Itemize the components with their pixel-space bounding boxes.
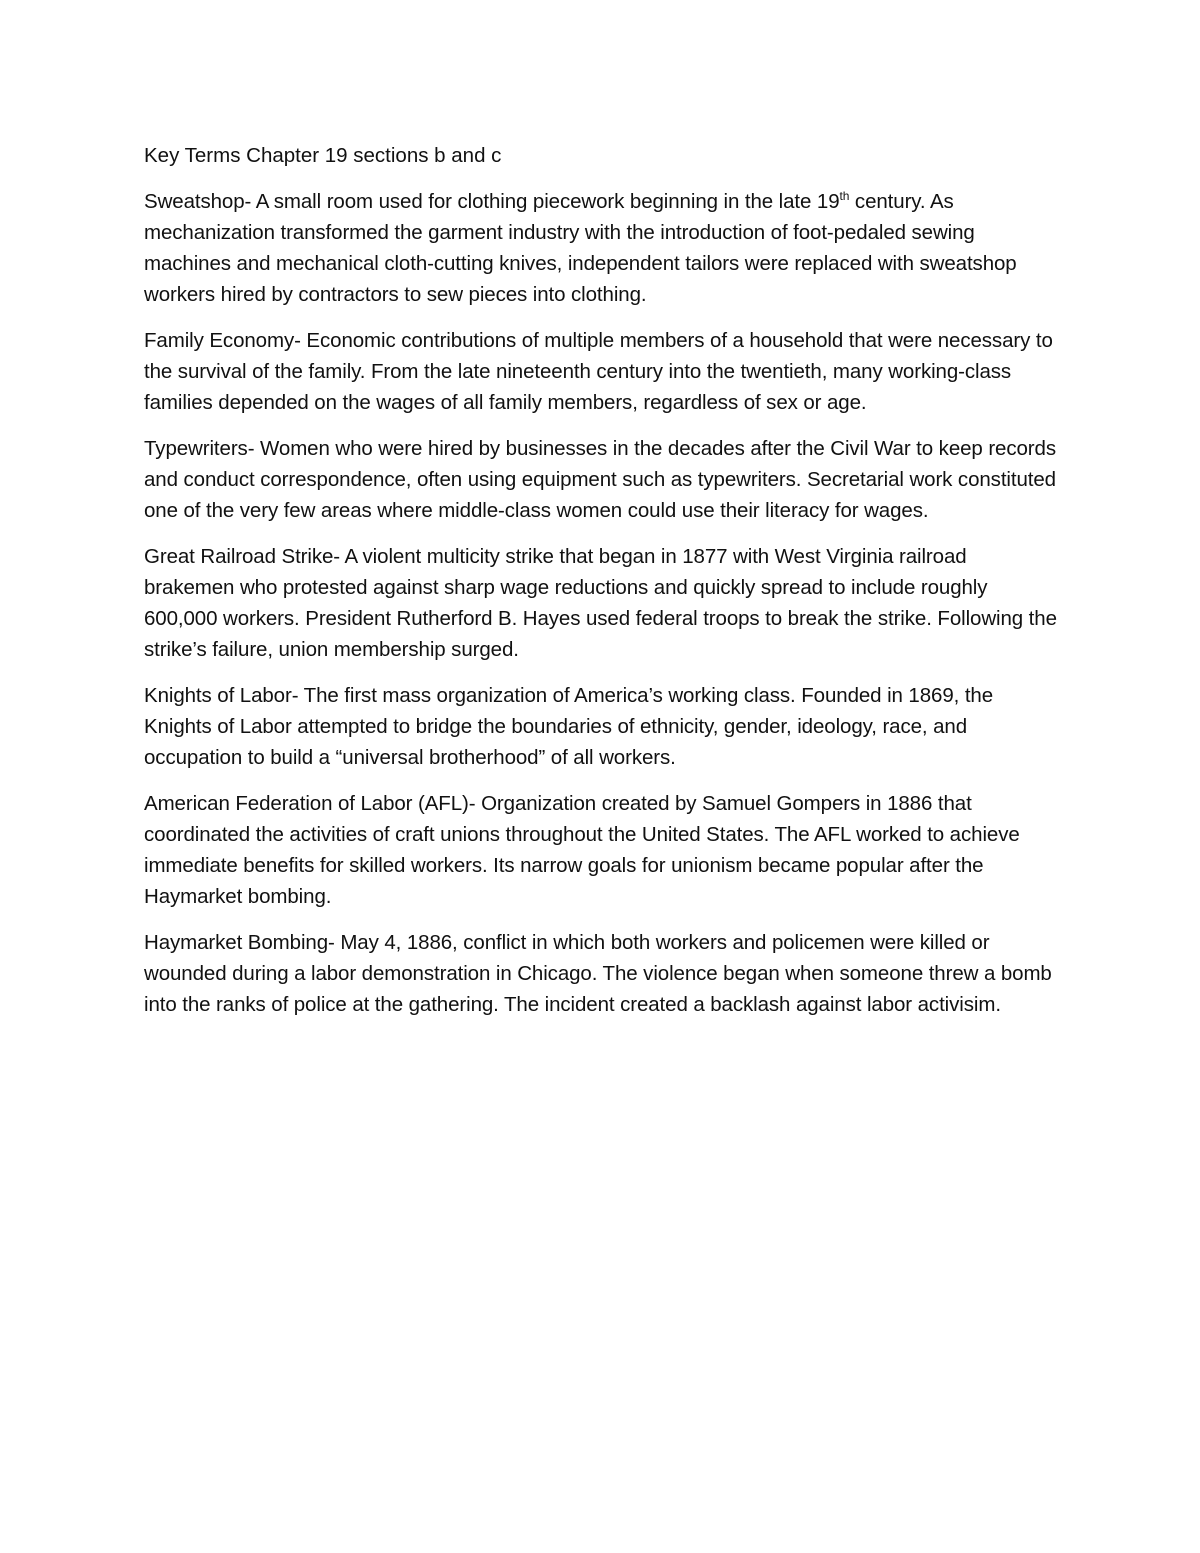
entry-sweatshop-text-a: Sweatshop- A small room used for clothing piecework beginning in the late 19 [144,190,840,213]
entry-sweatshop-text-b: century. As mechanization transformed the garment industry with the introduction of foot-pedaled sewing machines and mechanical cloth-cutting knives, independent tailors were replaced with sweatshop workers hired by contractors to sew pieces into clothing. [144,190,1017,306]
entry-family-economy: Family Economy- Economic contributions of multiple members of a household that were necessary to the survival of the family. From the late nineteenth century into the twentieth, many working-class families depended on the wages of all family members, regardless of sex or age. [144,329,1053,414]
entry-sweatshop [144,186,1060,310]
entry-american-federation-of-labor: American Federation of Labor (AFL)- Organization created by Samuel Gompers in 1886 that coordinated the activities of craft unions throughout the United States. The AFL worked to achieve immediate benefits for skilled workers. Its narrow goals for unionism became popular after the Haymarket bombing. [144,792,1020,908]
document-title: Key Terms Chapter 19 sections b and c [144,144,502,167]
entry-sweatshop-superscript: th [839,189,850,204]
entry-knights-of-labor: Knights of Labor- The first mass organization of America’s working class. Founded in 1869, the Knights of Labor attempted to bridge the boundaries of ethnicity, gender, ideology, race, and occupation to build a “universal brotherhood” of all workers. [144,684,994,769]
entry-great-railroad-strike: Great Railroad Strike- A violent multicity strike that began in 1877 with West Virginia railroad brakemen who protested against sharp wage reductions and quickly spread to include roughly 600,000 workers. President Rutherford B. Hayes used federal troops to break the strike. Following the strike’s failure, union membership surged. [144,545,1057,661]
entry-haymarket-bombing: Haymarket Bombing- May 4, 1886, conflict in which both workers and policemen were killed or wounded during a labor demonstration in Chicago. The violence began when someone threw a bomb into the ranks of police at the gathering. The incident created a backlash against labor activisim. [144,931,1052,1016]
entry-typewriters: Typewriters- Women who were hired by businesses in the decades after the Civil War to keep records and conduct correspondence, often using equipment such as typewriters. Secretarial work constituted one of the very few areas where middle-class women could use their literacy for wages. [144,437,1056,522]
